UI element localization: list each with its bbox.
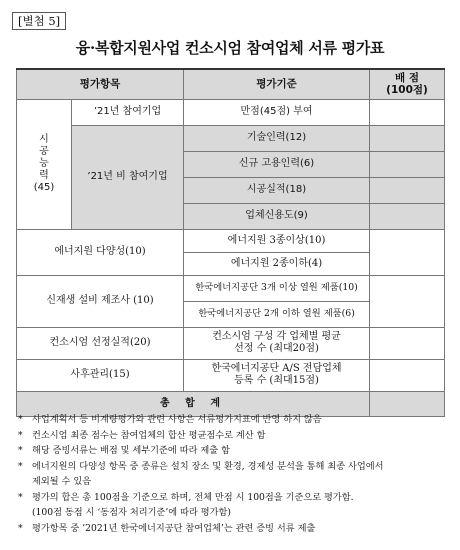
evaluation-table: [16, 68, 445, 417]
note-item: * 컨소시엄 최종 점수는 참여업체의 합산 평균점수로 계산 함: [18, 428, 448, 444]
criteria-construction-record: 시공실적(18): [184, 177, 370, 203]
non-participant21-label: ’21년 비 참여기업: [72, 125, 184, 229]
score-cell: [370, 275, 445, 327]
criteria-new-hires: 신규 고용인력(6): [184, 151, 370, 177]
energy-criteria-2less: 에너지원 2종이하(4): [184, 252, 370, 275]
consortium-record-label: 컨소시엄 선정실적(20): [17, 327, 184, 359]
header-criteria: 평가기준: [184, 69, 370, 99]
aftercare-label: 사후관리(15): [17, 359, 184, 391]
note-continuation: (100점 동점 시 ‘동점자 처리기준’에 따라 평가함): [32, 507, 231, 518]
bullet-mark: *: [18, 460, 23, 472]
score-cell: [370, 203, 445, 229]
score-cell: [370, 99, 445, 125]
header-item: 평가항목: [17, 69, 184, 99]
note-continuation: 제외될 수 있음: [32, 476, 92, 487]
construction-capability-label: 시 공 능 력 (45): [17, 99, 72, 229]
document-title: 융·복합지원사업 컨소시엄 참여업체 서류 평가표: [75, 39, 385, 57]
attachment-tag: [별첨 5]: [12, 12, 66, 30]
participant21-label: ’21년 참여기업: [72, 99, 184, 125]
consortium-record-criteria: 컨소시엄 구성 각 업체별 평균 선정 수 (최대20점): [184, 327, 370, 359]
note-item: * 평가항목 중 ’2021년 한국에너지공단 참여업체’는 관련 증빙 서류 제출: [18, 521, 448, 537]
criteria-technical-staff: 기술인력(12): [184, 125, 370, 151]
score-cell: [370, 359, 445, 391]
participant21-criteria: 만점(45점) 부여: [184, 99, 370, 125]
bullet-mark: *: [18, 445, 23, 456]
score-cell: [370, 151, 445, 177]
score-cell: [370, 177, 445, 203]
notes-list: [18, 412, 448, 536]
score-cell: [370, 327, 445, 359]
bullet-mark: *: [18, 429, 23, 441]
bullet-mark: *: [18, 522, 23, 534]
aftercare-criteria: 한국에너지공단 A/S 전담업체 등록 수 (최대15점): [184, 359, 370, 391]
bullet-mark: *: [18, 491, 23, 503]
energy-diversity-label: 에너지원 다양성(10): [17, 229, 184, 275]
note-item: * 에너지원의 다양성 항목 중 종류은 설치 장소 및 환경, 경제성 분석을 통해 최종 사업에서: [18, 459, 448, 475]
note-item: * 해당 증빙서류는 배점 및 세부기준에 따라 제출 함: [18, 443, 448, 459]
renewable-maker-label: 신재생 설비 제조사 (10): [17, 275, 184, 327]
score-cell: [370, 125, 445, 151]
total-label: 총 합 계: [17, 391, 370, 416]
note-item: * 사업계획서 등 비계량평가와 관련 사항은 서류평가지표에 반영 하지 않음: [18, 412, 448, 428]
bullet-mark: *: [18, 414, 23, 425]
header-score: 배 점 (100점): [370, 69, 445, 99]
maker-criteria-3plus: 한국에너지공단 3개 이상 열원 제품(10): [184, 275, 370, 301]
note-item: * 평가의 합은 총 100점을 기준으로 하며, 전체 만점 시 100점을 기준으로 평가함.: [18, 490, 448, 506]
maker-criteria-2less: 한국에너지공단 2개 이하 열원 제품(6): [184, 301, 370, 327]
criteria-credit-rating: 업체신용도(9): [184, 203, 370, 229]
energy-criteria-3plus: 에너지원 3종이상(10): [184, 229, 370, 252]
score-cell: [370, 229, 445, 275]
